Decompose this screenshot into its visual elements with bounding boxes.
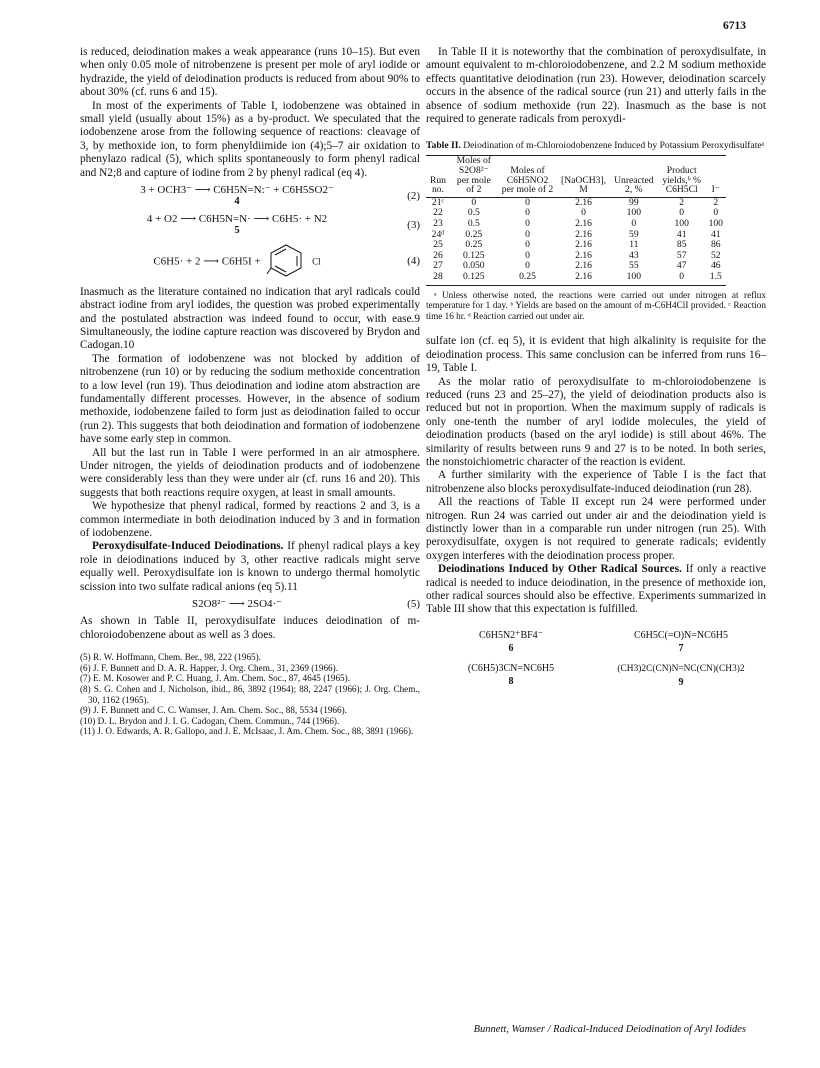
table-cell: 0.25 [465, 239, 483, 251]
structure-formula: C6H5C(=O)N=NC6H5 [633, 629, 729, 641]
table-cell: 0 [713, 207, 719, 219]
section-text: If only a reactive radical is needed to induce deiodination, in the presence of methoxide ion, other radical sources should also be effective. Experiments summarized in Table III show that this expectation is fulfilled. [426, 563, 767, 616]
table-ii [426, 155, 726, 285]
structure-formula: C6H5N2⁺BF4⁻ [479, 629, 543, 641]
compound-label: 5 [234, 225, 240, 237]
paragraph: In most of the experiments of Table I, iodobenzene was obtained in small yield (usually about 15%) as a by-product. We speculated that the iodobenzene arose from the following sequence of reactions: cleavage of 3, by methoxide ion, to form phenyldiimide ion (4);5–7 air oxidation to phenylazo radical (5), which splits spontaneously to form phenyl radical and N2;8 and capture of iodine from 2 by phenyl radical (eq 4). [80, 99, 420, 179]
section-heading: Peroxydisulfate-Induced Deiodinations. [92, 540, 284, 553]
paragraph: As the molar ratio of peroxydisulfate to m-chloroiodobenzene is reduced (runs 23 and 25–27), the yield of deiodination products also is reduced but not in proportion. When the maximum supply of radicals is only one-tenth the number of aryl iodide molecules, the yield of deiodination products (based on the aryl iodide) is still about 46%. The similarity of results between runs 9 and 27 is to be noted. In both series, the nonstoichiometric character of the reaction is evident. [426, 375, 766, 468]
section-heading: Deiodinations Induced by Other Radical Sources. [438, 563, 682, 576]
column-header: Product yields,ᵇ % C6H5Cl [658, 156, 706, 197]
table-cell: 100 [610, 272, 658, 285]
right-column [426, 46, 766, 690]
structure-label: 6 [508, 643, 514, 655]
table-title: Deiodination of m-Chloroiodobenzene Induced by Potassium Peroxydisulfateᵃ [460, 140, 765, 152]
table-cell: 0.125 [450, 272, 498, 285]
table-cell: 2.16 [575, 228, 592, 240]
table-cell: 2 [679, 196, 685, 208]
table-cell: 0 [525, 218, 530, 229]
table-cell: 0 [631, 218, 637, 229]
equation-3 [80, 213, 420, 238]
table-cell: 99 [629, 196, 639, 208]
equation-number: (3) [407, 218, 420, 231]
paragraph: In Table II it is noteworthy that the combination of peroxydisulfate, in amount equivalent to m-chloroiodobenzene, and 2.2 M sodium methoxide effects quantitative deiodination (run 23). However, deiodination scarcely occurs in the absence of the radical source (run 21) and utterly fails in the absence of sodium methoxide (run 22). Inasmuch as the base is not required to generate radicals from peroxydi- [426, 46, 766, 126]
reference-item: (9) J. F. Bunnett and C. C. Wamser, J. Am. Chem. Soc., 88, 5534 (1966). [80, 705, 347, 716]
table-cell: 47 [676, 260, 687, 272]
table-cell: 26 [433, 249, 443, 261]
section-paragraph [426, 563, 766, 617]
table-cell: 0.5 [467, 207, 480, 219]
table-cell: 24ᵈ [431, 228, 445, 240]
paragraph: sulfate ion (cf. eq 5), it is evident that high alkalinity is requisite for the deiodination process. This same conclusion can be inferred from runs 16–19, Table I. [426, 335, 766, 375]
table-cell: 55 [629, 260, 639, 272]
references [80, 652, 420, 737]
table-cell: 0 [471, 196, 477, 208]
table-cell: 2.16 [575, 218, 592, 229]
equation-expression: 4 + O2 ⟶ C6H5N=N· ⟶ C6H5· + N2 [146, 212, 328, 225]
table-cell: 0.125 [463, 249, 485, 261]
structure-7 [596, 629, 766, 656]
table-cell: 0 [581, 207, 586, 219]
table-cell: 11 [629, 239, 639, 251]
table-cell: 1.5 [706, 272, 726, 285]
table-cell: 25 [433, 239, 443, 251]
paragraph: As shown in Table II, peroxydisulfate induces deiodination of m-chloroiodobenzene about as well as 3 does. [80, 615, 420, 641]
table-cell: 85 [676, 239, 687, 251]
running-footer: Bunnett, Wamser / Radical-Induced Deiodination of Aryl Iodides [473, 1024, 746, 1035]
paragraph: is reduced, deiodination makes a weak appearance (runs 10–15). But even when only 0.05 mole of nitrobenzene is present per mole of aryl iodide or hydrazide, the yield of deiodination products is reduced from about 90% to about 30% (cf. runs 6 and 15). [80, 46, 420, 99]
structures [426, 629, 766, 690]
equation-4 [80, 242, 420, 282]
paragraph: Inasmuch as the literature contained no indication that aryl radicals could abstract iodine from aryl iodides, the question was probed experimentally and the postulated abstraction was indeed found to occur, with ease.9 Simultaneously, the iodine capture reaction was discovered by Brydon and Cadogan.10 [80, 285, 420, 352]
table-cell: 52 [710, 249, 721, 261]
structure-formula: (C6H5)3CN=NC6H5 [467, 662, 555, 674]
chlorobenzene-ring-icon [263, 242, 309, 282]
table-cell: 2.16 [575, 249, 592, 261]
table-cell: 100 [626, 207, 641, 219]
table-label: Table II. [426, 140, 461, 152]
reference-item: (6) J. F. Bunnett and D. A. R. Happer, J. Org. Chem., 31, 2369 (1966). [80, 662, 338, 673]
table-cell: 41 [710, 228, 721, 240]
table-cell: 2 [713, 196, 719, 208]
table-cell: 0 [525, 260, 530, 272]
table-footnotes: ᵃ Unless otherwise noted, the reactions were carried out under nitrogen at reflux temperature for 1 day. ᵇ Yields are based on the amount of m-C6H4ClI provided. ᶜ Reaction time 16 hr. ᵈ Reaction carried out under air. [426, 289, 766, 321]
column-header: Unreacted 2, % [610, 156, 658, 197]
column-header: Moles of C6H5NO2 per mole of 2 [498, 156, 558, 197]
column-header: Run no. [426, 156, 450, 197]
reference-item: (10) D. L. Brydon and J. I. G. Cadogan, Chem. Commun., 744 (1966). [80, 715, 340, 726]
column-header: [NaOCH3], M [557, 156, 609, 197]
structure-6 [426, 629, 596, 656]
paragraph: All but the last run in Table I were performed in an air atmosphere. Under nitrogen, the yields of deiodination products and of iodobenzene were considerably less than they were under air (cf. runs 16 and 20). This suggests that both reactions require oxygen, at least in small amounts. [80, 446, 420, 499]
table-cell: 57 [676, 249, 687, 261]
reference-item: (11) J. O. Edwards, A. R. Gallopo, and J. E. McIsaac, J. Am. Chem. Soc., 88, 3891 (1966). [80, 726, 414, 737]
table-body [426, 197, 726, 285]
paragraph: The formation of iodobenzene was not blocked by addition of nitrobenzene (run 10) or by reducing the sodium methoxide concentration to a low level (run 19). Thus deiodination and iodine atom abstraction are fundamentally different processes. However, in the absence of sodium methoxide, iodobenzene failed to form just as deiodination failed to occur (run 2). This suggests that both deiodination and formation of iodobenzene have some early step in common. [80, 352, 420, 446]
table-cell: 22 [433, 207, 443, 219]
table-cell: 59 [629, 228, 639, 240]
equation-expression: S2O8²⁻ ⟶ 2SO4·⁻ [192, 598, 282, 611]
structure-label: 8 [508, 676, 514, 688]
reference-item: (5) R. W. Hoffmann, Chem. Ber., 98, 222 (1965). [80, 652, 262, 663]
table-cell: 100 [674, 218, 689, 229]
equation-5 [80, 598, 420, 611]
table-cell: 43 [629, 249, 639, 261]
table-cell: 2.16 [575, 239, 592, 251]
table-cell: 0 [525, 249, 530, 261]
structure-label: 9 [678, 677, 684, 689]
structure-formula: (CH3)2C(CN)N=NC(CN)(CH3)2 [617, 663, 745, 674]
table-cell: 0 [525, 228, 530, 240]
left-column [80, 46, 420, 737]
paragraph: We hypothesize that phenyl radical, formed by reactions 2 and 3, is a common intermediate in both deiodination induced by 3 and in formation of iodobenzene. [80, 500, 420, 539]
structure-label: 7 [678, 643, 684, 655]
chlorine-substituent: Cl [312, 256, 321, 267]
table-cell: 0.25 [465, 228, 483, 240]
table-cell: 0.050 [463, 260, 485, 272]
table-row [426, 272, 726, 285]
table-cell: 41 [676, 228, 687, 240]
equation-number: (4) [407, 254, 420, 267]
table-cell: 46 [710, 260, 721, 272]
table-cell: 0.5 [467, 218, 480, 229]
table-cell: 28 [426, 272, 450, 285]
table-cell: 0 [525, 239, 530, 251]
compound-label: 4 [234, 196, 240, 208]
column-header: Moles of S2O8²⁻ per mole of 2 [450, 156, 498, 197]
reference-item: (7) E. M. Kosower and P. C. Huang, J. Am. Chem. Soc., 87, 4645 (1965). [80, 673, 350, 684]
table-cell: 21ᶜ [431, 196, 444, 208]
reference-item: (8) S. G. Cohen and J. Nicholson, ibid., 86, 3892 (1964); 88, 2247 (1966); J. Org. Chem., 30, 1162 (1965). [80, 684, 420, 705]
table-cell: 23 [433, 218, 443, 229]
section-text: If phenyl radical plays a key role in deiodinations induced by 3, other reactive radicals might serve equally well. Peroxydisulfate ion is known to undergo thermal homolytic scission into two sulfate radical anions (eq 5).11 [80, 540, 420, 593]
equation-number: (2) [407, 189, 420, 202]
paragraph: All the reactions of Table II except run 24 were performed under nitrogen. Run 24 was carried out under air and the deiodination yield is distinctly lower than in a comparable run under nitrogen (run 25). With peroxydisulfate, oxygen is not required to generate radicals; evidently oxygen interferes with the deiodination process proper. [426, 496, 766, 562]
equation-number: (5) [407, 598, 420, 611]
table-caption [426, 140, 766, 151]
table-cell: 27 [433, 260, 443, 272]
table-cell: 0 [679, 207, 685, 219]
table-cell: 100 [708, 218, 723, 229]
table-cell: 0 [525, 207, 530, 219]
structure-9 [596, 662, 766, 690]
table-cell: 0.25 [498, 272, 558, 285]
table-cell: 0 [525, 196, 530, 208]
table-cell: 2.16 [557, 272, 609, 285]
table-cell: 2.16 [575, 196, 592, 208]
table-cell: 2.16 [575, 260, 592, 272]
section-paragraph [80, 540, 420, 594]
column-header: I⁻ [706, 156, 726, 197]
page-number: 6713 [723, 20, 746, 32]
structure-8 [426, 662, 596, 690]
paragraph: A further similarity with the experience of Table I is the fact that nitrobenzene also blocks peroxydisulfate-induced deiodination (run 28). [426, 469, 766, 495]
equation-2 [80, 184, 420, 209]
table-row [426, 219, 726, 230]
equation-expression: 3 + OCH3⁻ ⟶ C6H5N=N:⁻ + C6H5SO2⁻ [140, 184, 334, 197]
equation-expression: C6H5· + 2 ⟶ C6H5I + [153, 255, 261, 268]
table-cell: 0 [658, 272, 706, 285]
table-cell: 86 [710, 239, 721, 251]
